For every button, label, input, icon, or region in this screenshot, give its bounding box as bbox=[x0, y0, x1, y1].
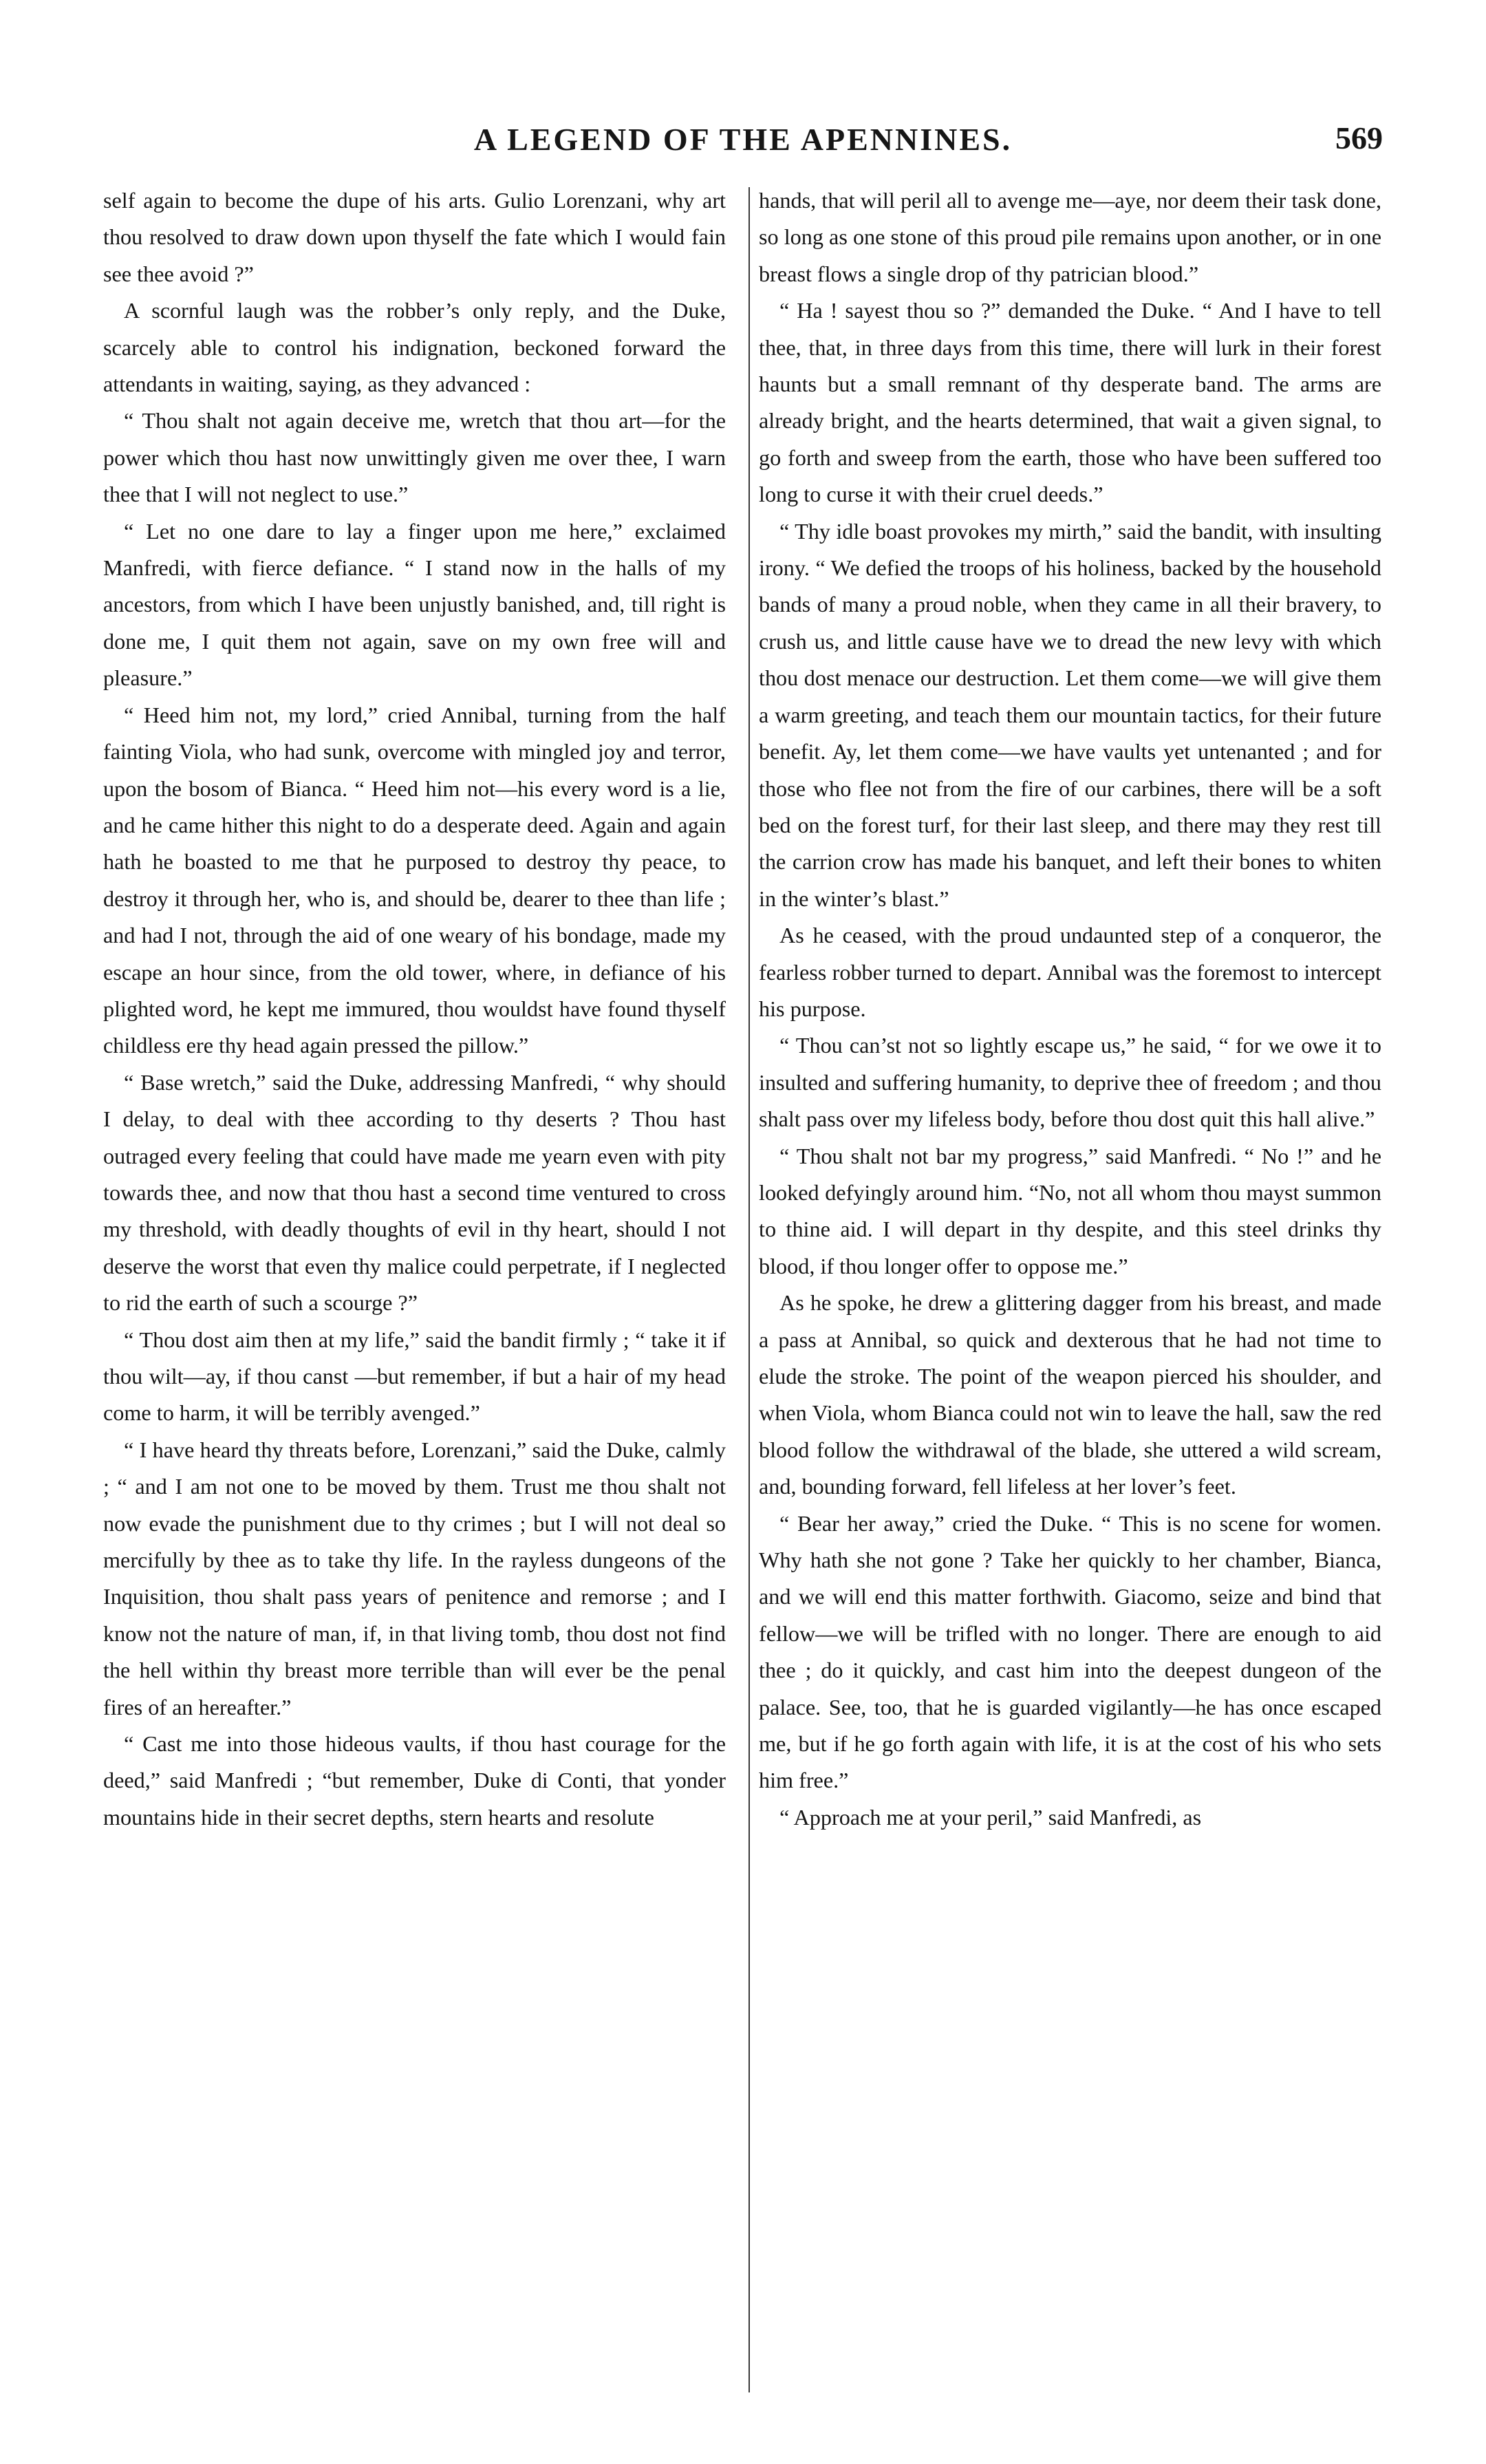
paragraph: “ Bear her away,” cried the Duke. “ This is no scene for women. Why hath she not gone ? Take her quickly to her chamber, Bianca, and we will end this matter forthwith. Giacomo, seize and bind that fellow—we will be trifled with no longer. There are enough to aid thee ; do it quickly, and cast him into the deepest dungeon of the palace. See, too, that he is guarded vigilantly—he has once escaped me, but if he go forth again with life, it is at the cost of his who sets him free.” bbox=[759, 1510, 1381, 1793]
paragraph: As he ceased, with the proud undaunted step of a conqueror, the fearless robber turned to depart. Annibal was the foremost to intercept his purpose. bbox=[759, 923, 1381, 1021]
column-divider bbox=[749, 187, 750, 2392]
paragraph: “ Thou shalt not bar my progress,” said Manfredi. “ No !” and he looked defyingly around him. “No, not all whom thou mayst summon to thine aid. I will depart in thy despite, and this steel drinks thy blood, if thou longer offer to oppose me.” bbox=[759, 1143, 1381, 1278]
paragraph: “ Thou can’st not so lightly escape us,” he said, “ for we owe it to insulted and suffering humanity, to deprive thee of freedom ; and thou shalt pass over my lifeless body, before thou dost quit this hall alive.” bbox=[759, 1033, 1381, 1132]
paragraph: “ Base wretch,” said the Duke, addressing Manfredi, “ why should I delay, to deal with thee according to thy deserts ? Thou hast outraged every feeling that could have made me yearn even with pity towards thee, and now that thou hast a second time ventured to cross my threshold, with deadly thoughts of evil in thy heart, should I not deserve the worst that even thy malice could perpetrate, if I neglected to rid the earth of such a scourge ?” bbox=[103, 1069, 726, 1316]
page-number: 569 bbox=[1335, 120, 1383, 156]
paragraph: As he spoke, he drew a glittering dagger from his breast, and made a pass at Annibal, so quick and dexterous that he had not time to elude the stroke. The point of the weapon pierced his shoulder, and when Viola, whom Bianca could not win to leave the hall, saw the red blood follow the withdrawal of the blade, she uttered a wild scream, and, bounding forward, fell lifeless at her lover’s feet. bbox=[759, 1290, 1381, 1499]
paragraph: “ Cast me into those hideous vaults, if thou hast courage for the deed,” said Manfredi ; “but remember, Duke di Conti, that yonder mountains hide in their secret depths, stern hearts and resolute bbox=[103, 1731, 726, 1830]
paragraph: A scornful laugh was the robber’s only reply, and the Duke, scarcely able to control his indignation, beckoned forward the attendants in waiting, saying, as they advanced : bbox=[103, 298, 726, 397]
running-head bbox=[103, 116, 1383, 171]
page-title: A LEGEND OF THE APENNINES. bbox=[473, 122, 1013, 157]
paragraph: “ Thou dost aim then at my life,” said the bandit firmly ; “ take it if thou wilt—ay, if thou canst —but remember, if but a hair of my head come to harm, it will be terribly avenged.” bbox=[103, 1327, 726, 1426]
paragraph: “ Let no one dare to lay a finger upon me here,” exclaimed Manfredi, with fierce defiance. “ I stand now in the halls of my ancestors, from which I have been unjustly banished, and, till right is done me, I quit them not again, save on my own free will and pleasure.” bbox=[103, 518, 726, 691]
paragraph: “ I have heard thy threats before, Lorenzani,” said the Duke, calmly ; “ and I am not one to be moved by them. Trust me thou shalt not now evade the punishment due to thy crimes ; but I will not deal so mercifully by thee as to take thy life. In the rayless dungeons of the Inquisition, thou shalt pass years of penitence and remorse ; and I know not the nature of man, if, in that living tomb, thou dost not find the hell within thy breast more terrible than will ever be the penal fires of an hereafter.” bbox=[103, 1437, 726, 1720]
left-column bbox=[103, 182, 726, 2398]
paragraph: “ Approach me at your peril,” said Manfredi, as bbox=[779, 1804, 1202, 1830]
paragraph: self again to become the dupe of his arts. Gulio Lorenzani, why art thou resolved to draw down upon thyself the fate which I would fain see thee avoid ?” bbox=[103, 188, 726, 286]
paragraph: “ Thy idle boast provokes my mirth,” said the bandit, with insulting irony. “ We defied the troops of his holiness, backed by the household bands of many a proud noble, when they came in all their bravery, to crush us, and little cause have we to dread the new levy with which thou dost menace our destruction. Let them come—we will give them a warm greeting, and teach them our mountain tactics, for their future benefit. Ay, let them come—we have vaults yet untenanted ; and for those who flee not from the fire of our carbines, there will be a soft bed on the forest turf, for their last sleep, and there may they rest till the carrion crow has made his banquet, and left their bones to whiten in the winter’s blast.” bbox=[759, 518, 1381, 911]
paragraph: “ Heed him not, my lord,” cried Annibal, turning from the half fainting Viola, who had sunk, overcome with mingled joy and terror, upon the bosom of Bianca. “ Heed him not—his every word is a lie, and he came hither this night to do a desperate deed. Again and again hath he boasted to me that he purposed to destroy thy peace, to destroy it through her, who is, and should be, dearer to thee than life ; and had I not, through the aid of one weary of his bondage, made my escape an hour since, from the old tower, where, in defiance of his plighted word, he kept me immured, thou wouldst have found thyself childless ere thy head again pressed the pillow.” bbox=[103, 702, 726, 1058]
right-column bbox=[759, 182, 1381, 2398]
paragraph: “ Ha ! sayest thou so ?” demanded the Duke. “ And I have to tell thee, that, in three days from this time, there will lurk in their forest haunts but a small remnant of thy desperate band. The arms are already bright, and the hearts determined, that wait a given signal, to go forth and sweep from the earth, those who have been suffered too long to curse it with their cruel deeds.” bbox=[759, 298, 1381, 507]
paragraph: “ Thou shalt not again deceive me, wretch that thou art—for the power which thou hast now unwittingly given me over thee, I warn thee that I will not neglect to use.” bbox=[103, 408, 726, 507]
paragraph: hands, that will peril all to avenge me—aye, nor deem their task done, so long as one stone of this proud pile remains upon another, or in one breast flows a single drop of thy patrician blood.” bbox=[759, 188, 1381, 286]
